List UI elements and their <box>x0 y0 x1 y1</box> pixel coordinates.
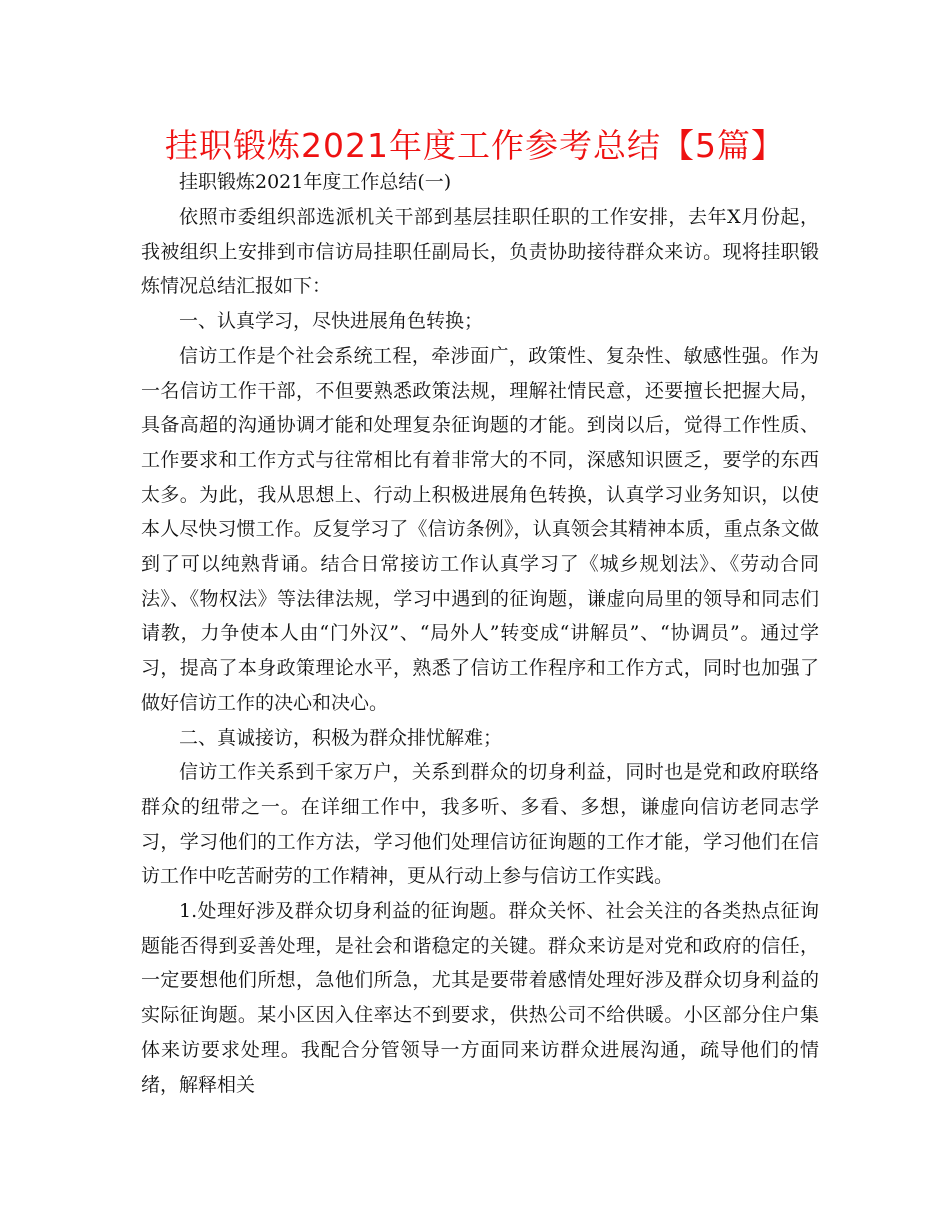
document-body <box>141 164 819 1102</box>
paragraph-reception: 信访工作关系到千家万户，关系到群众的切身利益，同时也是党和政府联络群众的纽带之一。在详细工作中，我多听、多看、多想，谦虚向信访老同志学习，学习他们的工作方法，学习他们处理信访征询题的工作才能，学习他们在信访工作中吃苦耐劳的工作精神，更从行动上参与信访工作实践。 <box>141 761 819 888</box>
paragraph-study: 信访工作是个社会系统工程，牵涉面广，政策性、复杂性、敏感性强。作为一名信访工作干部，不但要熟悉政策法规，理解社情民意，还要擅长把握大局，具备高超的沟通协调才能和处理复杂征询题的才能。到岗以后，觉得工作性质、工作要求和工作方式与往常相比有着非常大的不同，深感知识匮乏，要学的东西太多。为此，我从思想上、行动上积极进展角色转换，认真学习业务知识，以使本人尽快习惯工作。反复学习了《信访条例》，认真领会其精神本质，重点条文做到了可以纯熟背诵。结合日常接访工作认真学习了《城乡规划法》、《劳动合同法》、《物权法》等法律法规，学习中遇到的征询题，谦虚向局里的领导和同志们请教，力争使本人由“门外汉”、“局外人”转变成“讲解员”、“协调员”。通过学习，提高了本身政策理论水平，熟悉了信访工作程序和工作方式，同时也加强了做好信访工作的决心和决心。 <box>141 344 819 714</box>
paragraph-intro: 依照市委组织部选派机关干部到基层挂职任职的工作安排，去年X月份起，我被组织上安排到市信访局挂职任副局长，负责协助接待群众来访。现将挂职锻炼情况总结汇报如下： <box>141 206 819 298</box>
paragraph-item-1: 1.处理好涉及群众切身利益的征询题。群众关怀、社会关注的各类热点征询题能否得到妥善处理，是社会和谐稳定的关键。群众来访是对党和政府的信任，一定要想他们所想，急他们所急，尤其是要带着感情处理好涉及群众切身利益的实际征询题。某小区因入住率达不到要求，供热公司不给供暖。小区部分住户集体来访要求处理。我配合分管领导一方面同来访群众进展沟通，疏导他们的情绪，解释相关 <box>141 900 819 1096</box>
document-title: 挂职锻炼2021年度工作参考总结【5篇】 <box>165 126 785 165</box>
section-heading-1: 一、认真学习，尽快进展角色转换； <box>179 310 484 333</box>
section-heading: 挂职锻炼2021年度工作总结(一) <box>179 171 452 193</box>
section-heading-2: 二、真诚接访，积极为群众排忧解难； <box>179 726 503 749</box>
